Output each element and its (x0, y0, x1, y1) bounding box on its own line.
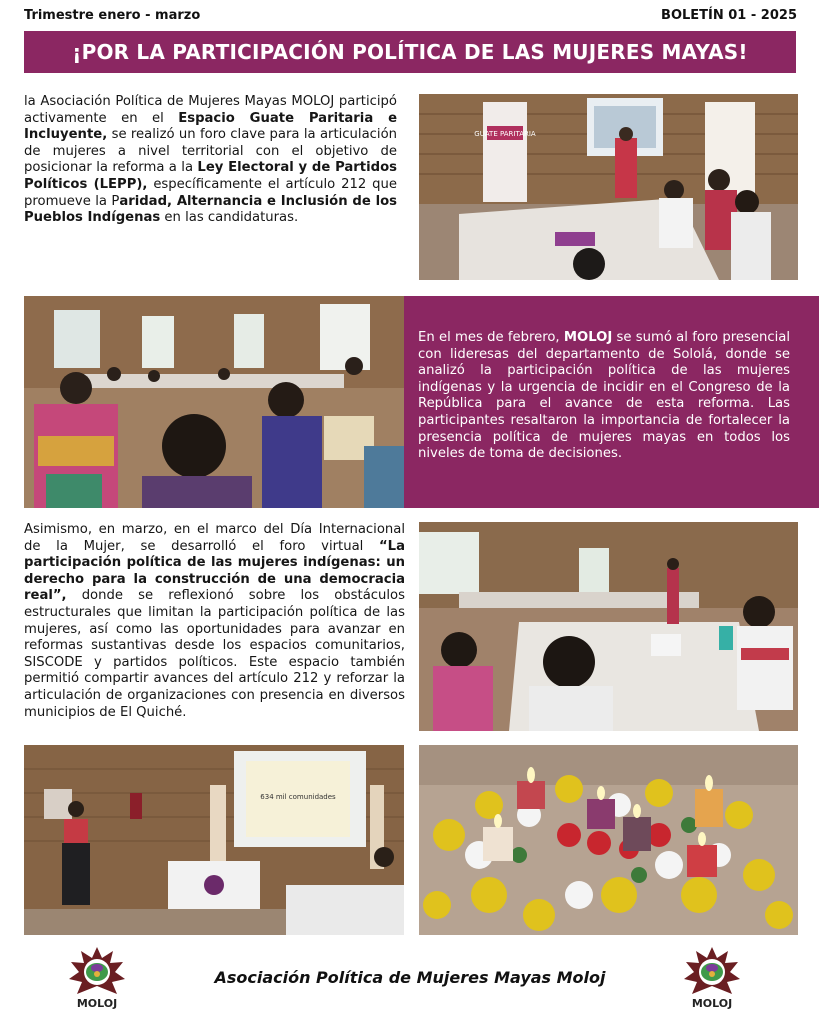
moloj-logo-right (682, 946, 742, 1012)
moloj-logo-left (67, 946, 127, 1012)
forum-photo (419, 522, 798, 731)
meeting-room-photo (419, 94, 798, 280)
workshop-photo (24, 296, 404, 508)
logo-label: MOLOJ (76, 997, 118, 1010)
page-title-banner (24, 31, 796, 73)
logo-label: MOLOJ (691, 997, 733, 1010)
presentation-photo (24, 745, 404, 935)
bulletin-period: Trimestre enero - marzo (24, 8, 201, 23)
section2-paragraph: En el mes de febrero, MOLOJ se sumó al foro presencial con lideresas del departamento de Sololá, donde se analizó la participación política de las mujeres indígenas y la urgencia de incidir en el Congreso de la República para el avance de esta reforma. Las participantes resaltaron la importancia de fortalecer la presencia política de mujeres mayas en todos los niveles de toma de decisiones. (418, 330, 790, 462)
bulletin-issue: BOLETÍN 01 - 2025 (661, 8, 797, 23)
moloj-emblem-icon (67, 946, 127, 996)
slide-text: 634 mil comunidades (260, 793, 336, 801)
moloj-emblem-icon (682, 946, 742, 996)
footer-org-name: Asociación Política de Mujeres Mayas Moloj (214, 968, 606, 987)
page-title: ¡POR LA PARTICIPACIÓN POLÍTICA DE LAS MUJERES MAYAS! (72, 40, 748, 64)
section3-paragraph: Asimismo, en marzo, en el marco del Día Internacional de la Mujer, se desarrolló el foro virtual “La participación política de las mujeres indígenas: un derecho para la construcción de una democracia real”, donde se reflexionó sobre los obstáculos estructurales que limitan la participación política de las mujeres, así como las oportunidades para avanzar en reformas sustantivas desde los espacios comunitarios, SISCODE y partidos políticos. Este espacio también permitió compartir avances del artículo 212 y reforzar la articulación de organizaciones con presencia en diversos municipios de El Quiché. (24, 522, 405, 720)
candles-flowers-photo (419, 745, 798, 935)
section1-paragraph: la Asociación Política de Mujeres Mayas MOLOJ participó activamente en el Espacio Guate Paritaria e Incluyente, se realizó un foro clave para la articulación de mujeres a nivel territorial con el objetivo de posicionar la reforma a la Ley Electoral y de Partidos Políticos (LEPP), específicamente el artículo 212 que promueve la Paridad, Alternancia e Inclusión de los Pueblos Indígenas en las candidaturas. (24, 94, 398, 226)
photo-banner-text: GUATE PARITARIA (474, 130, 536, 138)
